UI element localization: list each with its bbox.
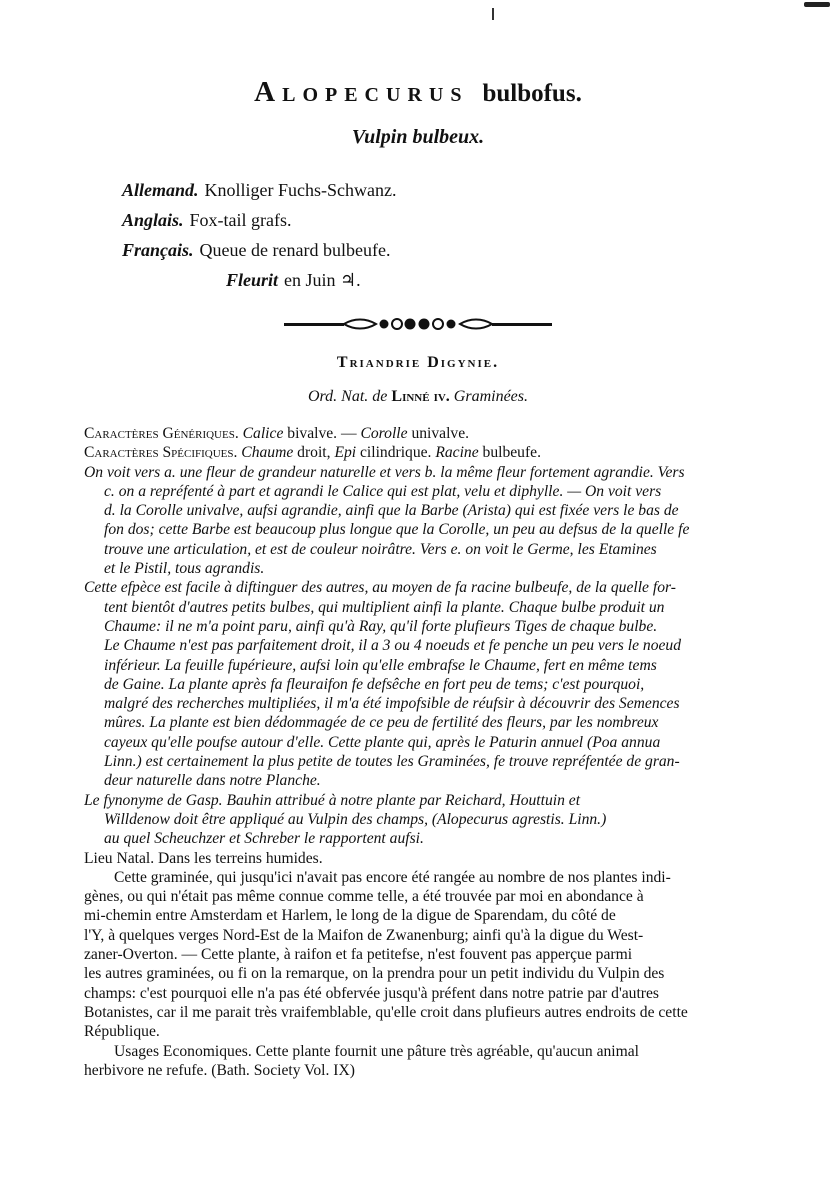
natural-order [0,388,836,406]
common-name-german [122,175,396,205]
text-line: au quel Scheuchzer et Schreber le rapportent aufsi. [104,830,424,848]
text-line: Linn.) est certainement la plus petite de toutes les Graminées, fe trouve repréfentée de gran- [104,753,680,771]
text-line: inférieur. La feuille fupérieure, aufsi loin qu'elle embrafse le Chaume, fert en même tems [104,656,657,674]
flowering-text: en Juin ♃. [284,270,361,290]
text-line: de Gaine. La plante après fa fleuraifon fe defsêche en fort peu de tems; c'est pourquoi, [104,675,645,693]
char-term: Chaume [241,444,294,462]
page-title [0,76,836,109]
text-line: zaner-Overton. — Cette plante, à raifon et fa petitefse, n'est fouvent pas apperçue parmi [84,946,633,964]
text-line: Le Chaume n'est pas parfaitement droit, il a 3 ou 4 noeuds et fe penche un peu vers le noeud [104,637,682,655]
common-name-text: Fox-tail grafs. [189,210,292,230]
generic-characters [84,424,792,443]
paragraph-figure-description [84,463,792,579]
scan-corner-mark [804,2,830,7]
char-text: bulbeufe. [478,444,541,462]
paragraph-economic-uses [84,1042,792,1081]
language-label: Allemand. [122,180,199,200]
common-name-text: Queue de renard bulbeufe. [199,240,391,260]
paragraph-synonym [84,791,792,849]
text-line: cayeux qu'elle poufse autour d'elle. Cette plante qui, après le Paturin annuel (Poa annua [104,733,661,751]
text-line: d. la Corolle univalve, aufsi agrandie, ainfi que la Barbe (Arista) qui est fixée vers le bas de [104,502,679,520]
paragraph-species-notes [84,578,792,790]
text-line: champs: c'est pourquoi elle n'a pas été obfervée jusqu'à préfent dans notre patrie par d'autres [84,984,659,1002]
text-line: fon dos; cette Barbe est beaucoup plus longue que la Corolle, un peu au defsus de la quelle fe [104,521,690,539]
text-line: c. on a repréfenté à part et agrandi le Calice qui est plat, velu et diphylle. — On voit vers [104,482,662,500]
char-text: droit, [293,444,335,462]
common-names-list [122,175,396,295]
species-name: bulbofus. [482,80,582,107]
text-line: Chaume: il ne m'a point paru, ainfi qu'à Ray, qu'il forte plufieurs Tiges de chaque bulbe. [104,617,658,635]
text-line: mûres. La plante est bien dédommagée de ce peu de fertilité des fleurs, par les nombreux [104,714,659,732]
common-name-text: Knolliger Fuchs-Schwanz. [204,180,397,200]
paragraph-habitat [84,849,792,868]
text-line: tent bientôt d'autres petits bulbes, qui multiplient ainfi la plante. Chaque bulbe produit un [104,598,665,616]
order-author: Linné iv. [391,388,450,405]
text-line: Cette efpèce est facile à diftinguer des autres, au moyen de fa racine bulbeufe, de la quelle for- [84,579,676,597]
flowering-label: Fleurit [226,270,279,290]
char-text: univalve. [407,425,470,442]
char-term: Calice [242,425,284,442]
char-term: Corolle [360,425,408,442]
french-name: Vulpin bulbeux. [351,126,485,148]
genus-name: Alopecurus [254,76,469,108]
text-line: deur naturelle dans notre Planche. [104,772,321,790]
text-line: Le fynonyme de Gasp. Bauhin attribué à notre plante par Reichard, Houttuin et [84,791,581,809]
text-line: Willdenow doit être appliqué au Vulpin des champs, (Alopecurus agrestis. Linn.) [104,810,607,828]
flowering-line [122,265,396,295]
text-line: On voit vers a. une fleur de grandeur naturelle et vers b. la même fleur fortement agrandie. Vers [84,463,685,481]
linnaean-class: Triandrie Digynie. [336,354,500,371]
text-line: herbivore ne refufe. (Bath. Society Vol. IX) [84,1061,355,1079]
specific-characters [84,443,792,462]
ornament-divider-icon [284,316,552,332]
text-line: gènes, ou qui n'était pas même connue comme telle, a été trouvée par moi en abondance à [84,888,644,906]
common-name-french [122,235,396,265]
char-text: bivalve. — [283,425,361,442]
text-line: Botanistes, car il me parait très vraifemblable, qu'elle croit dans plufieurs autres endroits de cette [84,1003,688,1021]
text-line: République. [84,1023,160,1041]
scan-tick-mark [492,8,494,20]
text-line: malgré des recherches multipliées, il m'a été impofsible de réufsir à découvrir des Semences [104,695,680,713]
text-line: Cette graminée, qui jusqu'ici n'avait pas encore été rangée au nombre de nos plantes indi- [114,868,671,886]
text-line: Lieu Natal. Dans les terreins humides. [84,849,323,867]
order-name: Graminées. [453,388,529,405]
specific-label: Caractères Spécifiques. [84,444,238,462]
generic-label: Caractères Génériques. [84,425,239,442]
char-text: cilindrique. [356,444,436,462]
text-line: mi-chemin entre Amsterdam et Harlem, le long de la digue de Sparendam, du côté de [84,907,616,925]
text-line: et le Pistil, tous agrandis. [104,560,265,578]
text-line: l'Y, à quelques verges Nord-Est de la Maifon de Zwanenburg; ainfi qu'à la digue du West- [84,926,644,944]
char-term: Racine [435,444,479,462]
language-label: Français. [122,240,194,260]
char-term: Epi [334,444,357,462]
description-body [84,424,792,1080]
common-name-english [122,205,396,235]
text-line: Usages Economiques. Cette plante fournit une pâture très agréable, qu'aucun animal [114,1042,640,1060]
order-prefix: Ord. Nat. de [307,388,388,405]
paragraph-discovery [84,868,792,1042]
language-label: Anglais. [122,210,184,230]
text-line: trouve une articulation, et est de couleur noirâtre. Vers e. on voit le Germe, les Etamines [104,540,657,558]
text-line: les autres graminées, ou fi on la remarque, on la prendra pour un petit individu du Vulpin des [84,965,665,983]
